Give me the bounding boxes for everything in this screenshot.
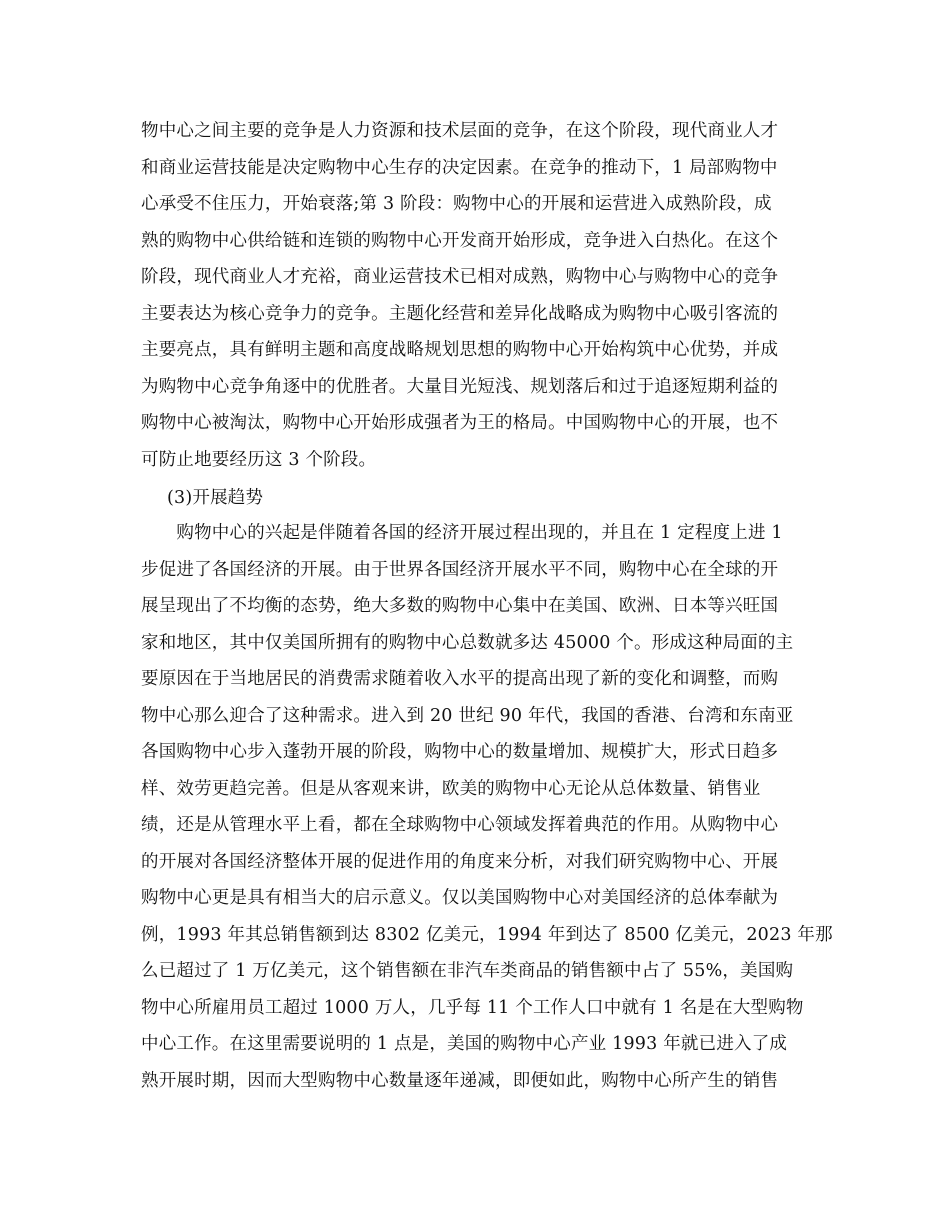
text-line: 要原因在于当地居民的消费需求随着收入水平的提高出现了新的变化和调整，而购 [141,669,779,689]
text-line: 阶段，现代商业人才充裕，商业运营技术已相对成熟，购物中心与购物中心的竞争 [141,267,779,287]
paragraph-development-trends [141,515,833,1099]
text-line: 例，1993 年其总销售额到达 8302 亿美元，1994 年到达了 8500 亿美元，2023 年那 [141,924,833,945]
section-heading: (3)开展趋势 [167,488,264,508]
text-line: 展呈现出了不均衡的态势，绝大多数的购物中心集中在美国、欧洲、日本等兴旺国 [141,596,779,616]
text-line: 步促进了各国经济的开展。由于世界各国经济开展水平不同，购物中心在全球的开 [141,559,779,580]
text-line: 主要表达为核心竞争力的竞争。主题化经营和差异化战略成为购物中心吸引客流的 [141,303,779,324]
text-line: 可防止地要经历这 3 个阶段。 [141,449,377,470]
text-line: 主要亮点，具有鲜明主题和高度战略规划思想的购物中心开始构筑中心优势，并成 [141,340,779,360]
text-line: 样、效劳更趋完善。但是从客观来讲，欧美的购物中心无论从总体数量、销售业 [141,778,761,799]
text-line: 熟开展时期，因而大型购物中心数量逐年递减，即便如此，购物中心所产生的销售 [141,1070,779,1091]
paragraph-competition-stages [141,113,811,478]
text-line: 熟的购物中心供给链和连锁的购物中心开发商开始形成，竞争进入白热化。在这个 [141,230,779,251]
text-line: 各国购物中心步入蓬勃开展的阶段，购物中心的数量增加、规模扩大，形式日趋多 [141,742,779,762]
text-line: 么已超过了 1 万亿美元，这个销售额在非汽车类商品的销售额中占了 55%，美国购 [141,961,794,981]
text-line: 心承受不住压力，开始衰落;第 3 阶段：购物中心的开展和运营进入成熟阶段，成 [141,194,772,214]
text-line: 物中心那么迎合了这种需求。进入到 20 世纪 90 年代，我国的香港、台湾和东南亚 [141,705,794,726]
text-line: 物中心所雇用员工超过 1000 万人，几乎每 11 个工作人口中就有 1 名是在大型购物 [141,997,804,1018]
text-line: 和商业运营技能是决定购物中心生存的决定因素。在竞争的推动下，1 局部购物中 [141,157,778,178]
text-line: 的开展对各国经济整体开展的促进作用的角度来分析，对我们研究购物中心、开展 [141,851,779,872]
text-line: 购物中心被淘汰，购物中心开始形成强者为王的格局。中国购物中心的开展，也不 [141,413,779,433]
text-line: 为购物中心竞争角逐中的优胜者。大量目光短浅、规划落后和过于追逐短期利益的 [141,376,779,397]
text-line: 物中心之间主要的竞争是人力资源和技术层面的竞争，在这个阶段，现代商业人才 [141,121,779,141]
text-line: 家和地区，其中仅美国所拥有的购物中心总数就多达 45000 个。形成这种局面的主 [141,632,794,653]
text-line: 购物中心更是具有相当大的启示意义。仅以美国购物中心对美国经济的总体奉献为 [141,888,779,908]
section-heading-block [141,480,811,517]
text-line: 购物中心的兴起是伴随着各国的经济开展过程出现的，并且在 1 定程度上进 1 [141,523,783,543]
text-line: 中心工作。在这里需要说明的 1 点是，美国的购物中心产业 1993 年就已进入了成 [141,1034,788,1054]
text-line: 绩，还是从管理水平上看，都在全球购物中心领域发挥着典范的作用。从购物中心 [141,815,779,835]
